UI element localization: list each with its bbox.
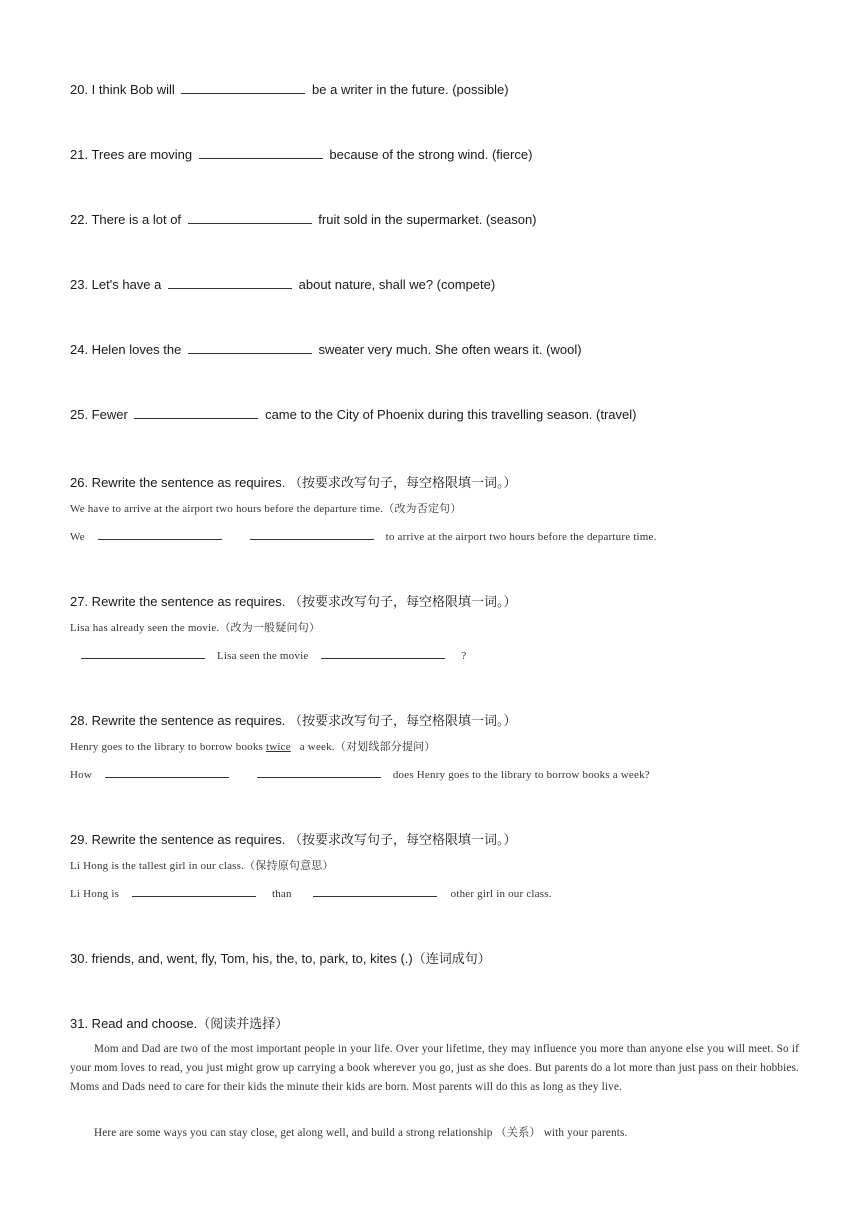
question-28-underlined-word: twice [265, 741, 291, 753]
question-27-original: Lisa has already seen the movie.（改为一般疑问句） [70, 622, 321, 634]
question-27-middle: Lisa seen the movie [216, 650, 309, 662]
question-26-suffix: to arrive at the airport two hours before the departure time. [385, 531, 657, 543]
question-21-suffix: because of the strong wind. (fierce) [329, 147, 533, 162]
question-20-blank[interactable] [181, 81, 305, 94]
question-28-original [70, 738, 436, 754]
question-27-title: 27. Rewrite the sentence as requires. （按要求改写句子，每空格限填一词。） [70, 594, 517, 609]
question-20-suffix: be a writer in the future. (possible) [312, 82, 509, 97]
question-24 [70, 341, 582, 357]
question-26-answer-line [70, 527, 657, 543]
question-27-suffix: ? [461, 650, 467, 662]
question-27-blank-2[interactable] [321, 646, 445, 659]
question-29-blank-2[interactable] [313, 884, 437, 897]
question-28-original-prefix: Henry goes to the library to borrow books [70, 741, 264, 753]
reading-paragraph-1: Mom and Dad are two of the most important people in your life. Over your lifetime, they may influence you more than anyone else you will meet. So if your mom loves to read, you just might grow up carrying a book wherever you go, just as she does. But parents do a lot more than just pass on their hobbies. Moms and Dads need to care for their kids the minute their kids are born. Most parents will do this as long as they live. [70, 1043, 799, 1093]
question-22-prefix: 22. There is a lot of [70, 212, 182, 227]
question-28-title: 28. Rewrite the sentence as requires. （按要求改写句子，每空格限填一词。） [70, 713, 517, 728]
question-28-prefix: How [70, 769, 92, 781]
question-21 [70, 146, 532, 162]
question-26-prefix: We [70, 531, 85, 543]
question-23 [70, 276, 495, 292]
question-29-blank-1[interactable] [132, 884, 256, 897]
question-21-prefix: 21. Trees are moving [70, 147, 193, 162]
question-24-suffix: sweater very much. She often wears it. (wool) [318, 342, 582, 357]
question-28-answer-line [70, 765, 650, 781]
question-27-blank-1[interactable] [81, 646, 205, 659]
question-29-title: 29. Rewrite the sentence as requires. （按要求改写句子，每空格限填一词。） [70, 832, 517, 847]
question-25 [70, 406, 636, 422]
question-25-blank[interactable] [134, 406, 258, 419]
question-23-prefix: 23. Let's have a [70, 277, 162, 292]
question-27-answer-line [81, 646, 466, 662]
question-29-prefix: Li Hong is [70, 888, 120, 900]
question-26-blank-2[interactable] [250, 527, 374, 540]
question-29-suffix: other girl in our class. [450, 888, 552, 900]
question-22-suffix: fruit sold in the supermarket. (season) [318, 212, 537, 227]
question-24-blank[interactable] [188, 341, 312, 354]
question-22 [70, 211, 537, 227]
question-28-blank-1[interactable] [105, 765, 229, 778]
question-30: 30. friends, and, went, fly, Tom, his, the, to, park, to, kites (.)（连词成句） [70, 951, 491, 966]
question-28-suffix: does Henry goes to the library to borrow books a week? [392, 769, 650, 781]
question-28-original-suffix: a week.（对划线部分提问） [299, 741, 436, 753]
question-26-original: We have to arrive at the airport two hours before the departure time.（改为否定句） [70, 503, 462, 515]
question-23-suffix: about nature, shall we? (compete) [298, 277, 496, 292]
question-29-answer-line [70, 884, 552, 900]
question-23-blank[interactable] [168, 276, 292, 289]
question-26-title: 26. Rewrite the sentence as requires. （按要求改写句子，每空格限填一词。） [70, 475, 517, 490]
question-22-blank[interactable] [188, 211, 312, 224]
question-20 [70, 81, 509, 97]
question-29-middle: than [271, 888, 292, 900]
reading-paragraph-2: Here are some ways you can stay close, get along well, and build a strong relationship （关系） with your parents. [94, 1127, 628, 1139]
question-21-blank[interactable] [199, 146, 323, 159]
question-25-suffix: came to the City of Phoenix during this travelling season. (travel) [265, 407, 637, 422]
question-24-prefix: 24. Helen loves the [70, 342, 182, 357]
question-26-blank-1[interactable] [98, 527, 222, 540]
question-20-prefix: 20. I think Bob will [70, 82, 175, 97]
question-28-blank-2[interactable] [257, 765, 381, 778]
question-25-prefix: 25. Fewer [70, 407, 128, 422]
question-29-original: Li Hong is the tallest girl in our class.（保持原句意思） [70, 860, 334, 872]
question-31-title: 31. Read and choose.（阅读并选择） [70, 1016, 289, 1031]
